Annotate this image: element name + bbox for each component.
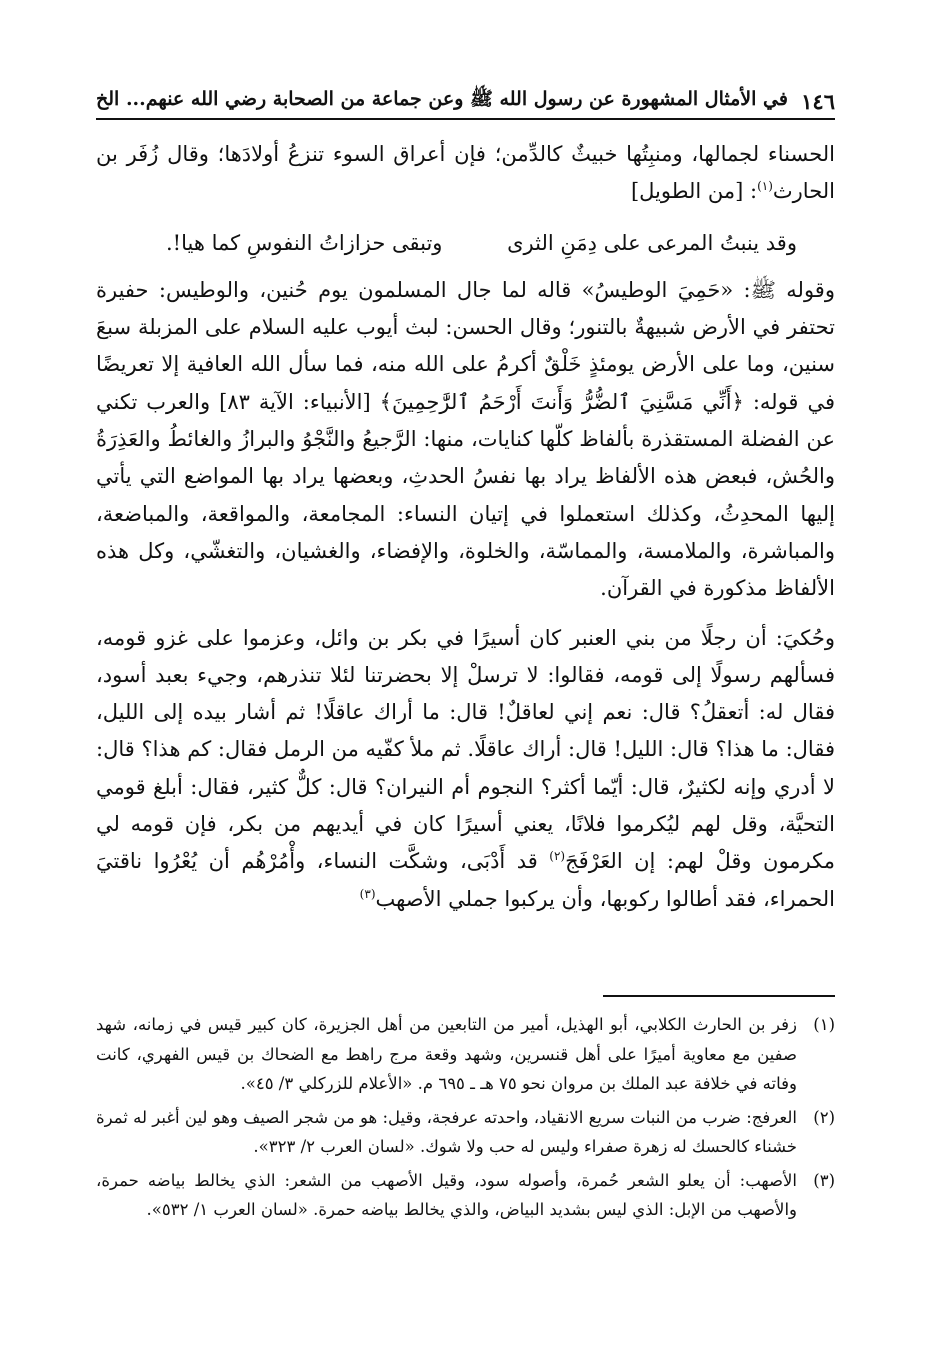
footnote-ref-2[interactable]: (٢) (549, 849, 566, 864)
footnote-ref-1[interactable]: (١) (757, 179, 773, 194)
paragraph-3-text-continued: قد أَدْبَى، وشكَّت النساء، وأْمُرْهُم أن يُعْرُوا ناقتيَ الحمراء، فقد أطالوا ركوبها، وأن يركبوا جملي الأصهب (96, 849, 835, 911)
paragraph-3 (96, 620, 835, 918)
footnote-3 (96, 1166, 835, 1225)
verse-second-hemistich: وتبقى حزازاتُ النفوسِ كما هيا!. (166, 230, 443, 255)
meter-label: : [من الطويل] (630, 179, 758, 204)
footnote-number: (٢) (813, 1107, 835, 1127)
paragraph-1 (96, 136, 835, 211)
footnote-ref-3[interactable]: (٣) (359, 886, 376, 901)
running-header (96, 84, 835, 120)
footnote-text: الأصهب: أن يعلو الشعر حُمرة، وأصوله سود، وقيل الأصهب من الشعر: الذي يخالط بياضه حمرة، والأصهب من الإبل: الذي ليس بشديد البياض، والذي يخالط بياضه حمرة. «لسان العرب ١/ ٥٣٢». (96, 1170, 797, 1219)
paragraph-1-text: الحسناء لجمالها، ومنبِتُها خبيثٌ كالدِّمن؛ فإن أعراق السوء تنزعُ أولادَها؛ وقال زُفَر بن الحارث (96, 142, 835, 204)
footnote-1 (96, 1010, 835, 1099)
paragraph-2: وقوله ﷺ: «حَمِيَ الوطيسُ» قاله لما جال المسلمون يوم حُنين، والوطيس: حفيرة تحتفر في الأرض شبيهةٌ بالتنور؛ وقال الحسن: لبث أيوب عليه السلام على المزبلة سبعَ سنين، وما على الأرض يومئذٍ خَلْقٌ أكرمُ على الله منه، فما سأل الله العافية إلا تعريضًا في قوله: ﴿أَنِّي مَسَّنِيَ ٱلضُّرُّ وَأَنتَ أَرْحَمُ ٱلرَّٰحِمِينَ﴾ [الأنبياء: الآية ٨٣] والعرب تكني عن الفضلة المستقذرة بألفاظ كلّها كنايات، منها: الرَّجيعُ والنَّجْوُ والبرازُ والغائطُ والعَذِرَةُ والحُش، فبعض هذه الألفاظ يراد بها نفسُ الحدثِ، وبعضها يراد بها المواضع التي يأتي إليها المحدِثُ، وكذلك استعملوا في إتيان النساء: المجامعة، والمواقعة، والمباضعة، والمباشرة، والملامسة، والمماسّة، والخلوة، والإفضاء، والغشيان، والتغشّي، وكل هذه الألفاظ مذكورة في القرآن. (96, 277, 835, 601)
main-text (96, 136, 835, 918)
running-title: في الأمثال المشهورة عن رسول الله ﷺ وعن جماعة من الصحابة رضي الله عنهم... الخ (96, 88, 788, 110)
footnotes (96, 1010, 835, 1229)
footnote-separator (603, 995, 835, 997)
page-number: ١٤٦ (801, 88, 835, 114)
footnote-2 (96, 1103, 835, 1162)
paragraph-3-text: وحُكيَ: أن رجلًا من بني العنبر كان أسيرًا في بكر بن وائل، وعزموا على غزو قومه، فسألهم رسولًا إلى قومه، فقالوا: لا ترسلْ إلا بحضرتنا لئلا تنذرهم، وجيء بعبد أسود، فقال له: أتعقلُ؟ قال: نعم إني لعاقلٌ! قال: ما أراك عاقلًا! ثم أشار بيده إلى الليل، فقال: ما هذا؟ قال: الليل! قال: أراك عاقلًا. ثم ملأ كفّيه من الرمل فقال: كم هذا؟ قال: لا أدري وإنه لكثيرٌ، قال: أيّما أكثر؟ النجوم أم النيران؟ قال: كلٌّ كثير، فقال: أبلغ قومي التحيَّة، وقل لهم ليُكرموا فلانًا، يعني أسيرًا كان في أيديهم من بكر، فإن قومه لي مكرمون وقلْ لهم: إن العَرْفَجَ (96, 625, 835, 874)
poem-verse (96, 225, 835, 262)
footnote-number: (٣) (813, 1170, 835, 1190)
footnote-text: العرفج: ضرب من النبات سريع الانقياد، واحدته عرفجة، وقيل: هو من شجر الصيف وهو لين أغبر له ثمرة خشناء كالحسك له زهرة صفراء وليس له حب ولا شوك. «لسان العرب ٢/ ٣٢٣». (96, 1107, 797, 1156)
footnote-number: (١) (813, 1015, 835, 1034)
footnote-text: زفر بن الحارث الكلابي، أبو الهذيل، أمير من التابعين من أهل الجزيرة، كان كبير قيس في زمانه، شهد صفين مع معاوية أميرًا على أهل قنسرين، وشهد وقعة مرج راهط مع الضحاك بن قيس الفهري، كانت وفاته في خلافة عبد الملك بن مروان نحو ٧٥ هـ ـ ٦٩٥ م. «الأعلام للزركلي ٣/ ٤٥». (96, 1015, 797, 1093)
verse-first-hemistich: وقد ينبتُ المرعى على دِمَنِ الثرى (507, 230, 797, 255)
